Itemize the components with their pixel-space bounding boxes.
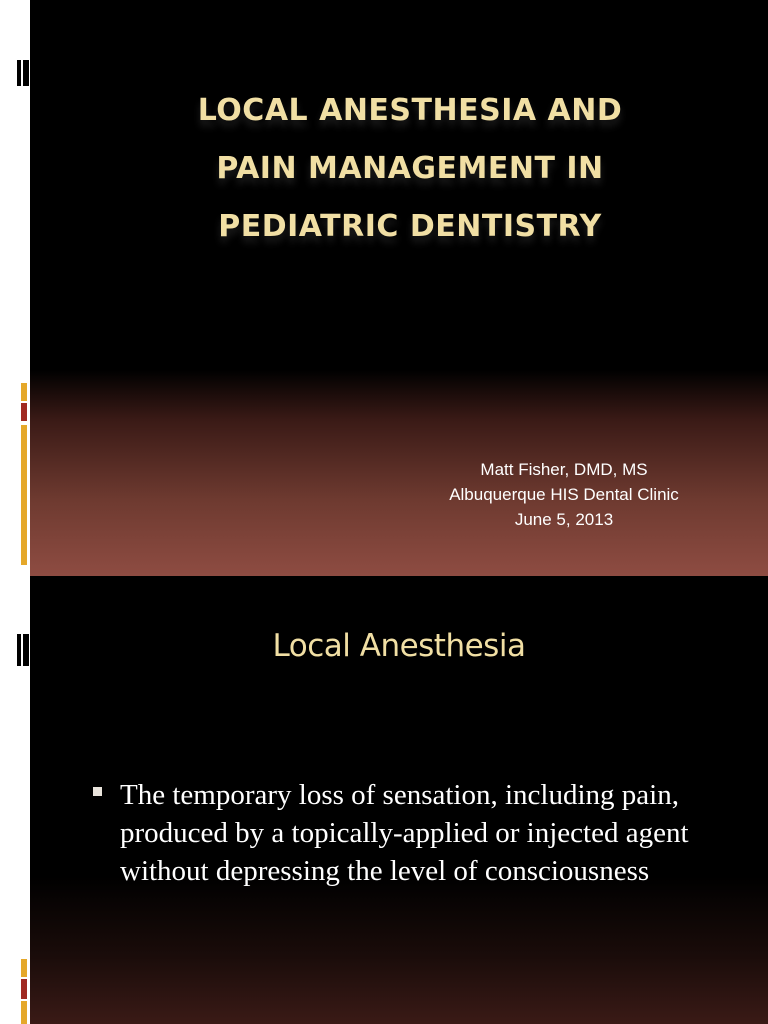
- decor-bar-gold: [21, 959, 27, 977]
- date: June 5, 2013: [514, 510, 614, 529]
- slide-title: Local Anesthesia: [272, 628, 526, 664]
- decor-bar-red: [21, 979, 27, 999]
- slide-subtitle: [400, 457, 728, 532]
- content-slide: [0, 576, 768, 1024]
- decor-bar-red: [21, 403, 27, 421]
- decor-mark: [17, 60, 21, 86]
- slide-title: [140, 82, 680, 256]
- slide-title-line: PEDIATRIC DENTISTRY: [218, 209, 602, 244]
- bullet-square-icon: [93, 787, 102, 796]
- decor-mark: [17, 634, 21, 666]
- author-name: Matt Fisher, DMD, MS: [480, 460, 648, 479]
- decor-bar-gold: [21, 383, 27, 401]
- slide-title-line: LOCAL ANESTHESIA AND: [197, 93, 623, 128]
- bullet-text: The temporary loss of sensation, including pain, produced by a topically-applied or injected agent without depressing the level of consciousness: [120, 779, 689, 887]
- decor-bar-gold-long: [21, 425, 27, 565]
- organization: Albuquerque HIS Dental Clinic: [449, 485, 679, 504]
- decor-mark: [23, 60, 29, 86]
- slide-title-line: PAIN MANAGEMENT IN: [216, 151, 604, 186]
- decor-bar-gold-long: [21, 1001, 27, 1024]
- decor-mark: [23, 634, 29, 666]
